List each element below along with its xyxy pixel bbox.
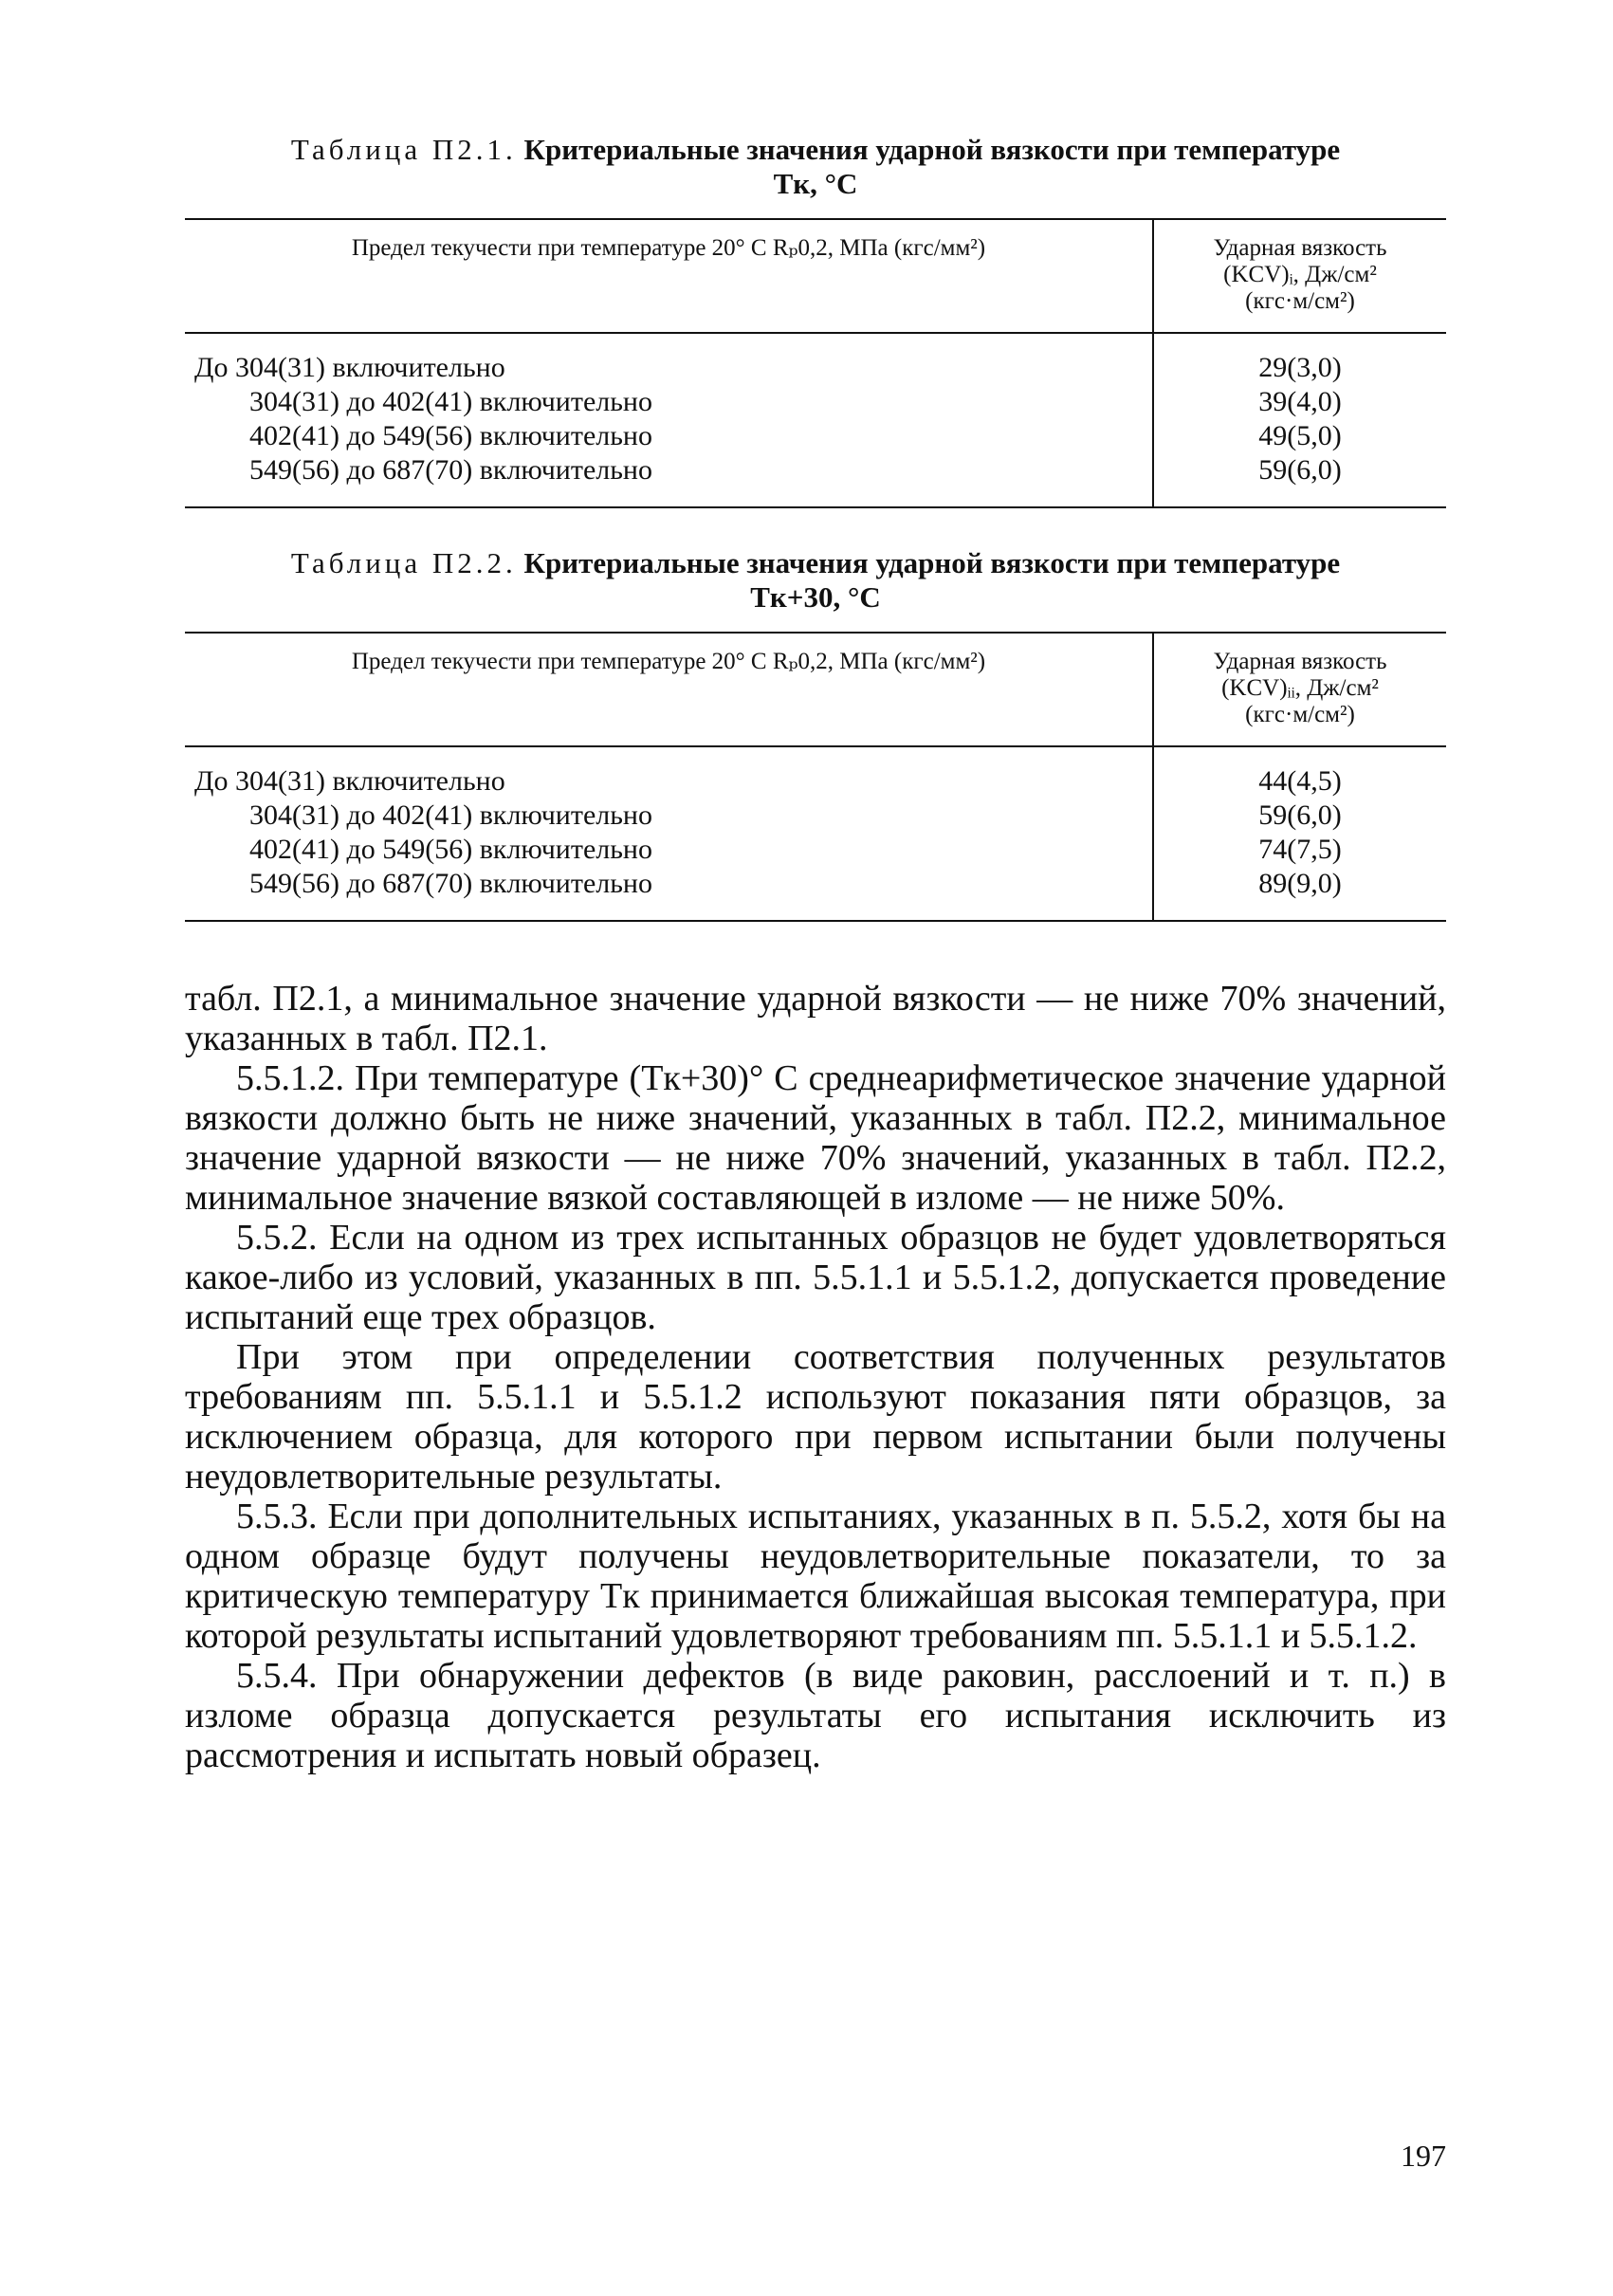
table1-caption [185,133,1446,201]
table2-ranges [185,746,1153,921]
table-cell-value: 89(9,0) [1258,868,1342,899]
table-cell-value: 49(5,0) [1258,420,1342,451]
table2 [185,632,1446,922]
table1-body-row [185,333,1446,507]
table-cell-value: 39(4,0) [1258,386,1342,417]
table-row: До 304(31) включительно [194,765,505,797]
table-row: 402(41) до 549(56) включительно [249,420,652,451]
paragraph: табл. П2.1, а минимальное значение ударной вязкости — не ниже 70% значений, указанных в табл. П2.1. [185,979,1446,1058]
table1-header-col2-line3: (кгс·м/см²) [1245,288,1355,314]
table1-header-col2-line2: (KCV)ᵢ, Дж/см² [1223,262,1377,287]
table-cell-value: 74(7,5) [1258,834,1342,865]
paragraph: 5.5.4. При обнаружении дефектов (в виде раковин, расслоений и т. п.) в изломе образца допускается результаты его испытания исключить из рассмотрения и испытать новый образец. [185,1656,1446,1775]
table1-values [1153,333,1446,507]
table1-label: Таблица П2.1. [290,133,517,166]
table2-title: Критериальные значения ударной вязкости при температуре [523,546,1341,579]
table1 [185,218,1446,508]
table1-ranges [185,333,1153,507]
table-row: 549(56) до 687(70) включительно [249,454,652,486]
table2-body-row [185,746,1446,921]
table-row: До 304(31) включительно [194,352,505,383]
paragraph: 5.5.3. Если при дополнительных испытаниях, указанных в п. 5.5.2, хотя бы на одном образце будут получены неудовлетворительные показатели, то за критическую температуру Tк принимается ближайшая высокая температура, при которой результаты испытаний удовлетворяют требованиям пп. 5.5.1.1 и 5.5.1.2. [185,1497,1446,1656]
table2-header-col1: Предел текучести при температуре 20° C Rₚ0,2, МПа (кгс/мм²) [185,633,1153,746]
table-row: 402(41) до 549(56) включительно [249,834,652,865]
table2-header-row [185,633,1446,746]
table2-header-col2-line1: Ударная вязкость [1213,649,1387,674]
document-page [185,133,1446,1775]
paragraph: 5.5.1.2. При температуре (Tк+30)° C среднеарифметическое значение ударной вязкости должно быть не ниже значений, указанных в табл. П2.2, минимальное значение ударной вязкости — не ниже 70% значений, указанных в табл. П2.2, минимальное значение вязкой составляющей в изломе — не ниже 50%. [185,1058,1446,1218]
table2-header-col2 [1153,633,1446,746]
table-cell-value: 59(6,0) [1258,799,1342,831]
table1-header-col1: Предел текучести при температуре 20° C Rₚ0,2, МПа (кгс/мм²) [185,219,1153,333]
table-row: 549(56) до 687(70) включительно [249,868,652,899]
table1-title-line2: Tк, °C [773,167,858,200]
table-cell-value: 29(3,0) [1258,352,1342,383]
table-row: 304(31) до 402(41) включительно [249,386,652,417]
page-number: 197 [1401,2139,1446,2173]
table-cell-value: 59(6,0) [1258,454,1342,486]
table2-header-col2-line3: (кгс·м/см²) [1245,702,1355,727]
table-cell-value: 44(4,5) [1258,765,1342,797]
table2-title-line2: Tк+30, °C [750,580,881,614]
table2-values [1153,746,1446,921]
table1-header-col2 [1153,219,1446,333]
table1-header-col2-line1: Ударная вязкость [1213,235,1387,261]
table2-label: Таблица П2.2. [290,546,517,579]
table1-header-row [185,219,1446,333]
table1-title: Критериальные значения ударной вязкости при температуре [523,133,1341,166]
body-text [185,979,1446,1775]
table2-header-col2-line2: (KCV)ᵢᵢ, Дж/см² [1221,675,1379,701]
paragraph: 5.5.2. Если на одном из трех испытанных образцов не будет удовлетворяться какое-либо из условий, указанных в пп. 5.5.1.1 и 5.5.1.2, допускается проведение испытаний еще трех образцов. [185,1218,1446,1337]
table2-caption [185,546,1446,615]
paragraph: При этом при определении соответствия полученных результатов требованиям пп. 5.5.1.1 и 5.5.1.2 используют показания пяти образцов, за исключением образца, для которого при первом испытании были получены неудовлетворительные результаты. [185,1337,1446,1497]
table-row: 304(31) до 402(41) включительно [249,799,652,831]
